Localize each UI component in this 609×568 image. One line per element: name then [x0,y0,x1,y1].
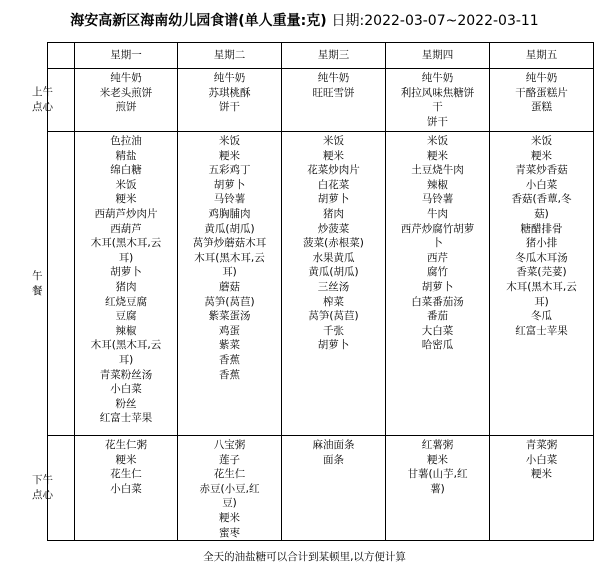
menu-item: 千张 [323,324,344,337]
menu-item: 麻油面条 [312,439,355,451]
menu-cell [282,436,386,541]
menu-cell [490,132,594,436]
menu-item: 花生仁 [110,468,142,481]
menu-item: 炒菠菜 [317,222,350,235]
menu-item: 榨菜 [323,295,344,308]
menu-item: 耳) [118,353,134,366]
meal-label: 上午 点心 [48,69,75,132]
menu-item: 马铃薯 [213,193,246,206]
menu-item: 西葫芦炒肉片 [94,207,158,220]
menu-item: 小白菜 [525,178,558,191]
menu-item: 豆) [222,497,237,510]
menu-item: 莲子 [219,453,240,466]
menu-item: 蜜枣 [219,526,240,539]
page-title [0,10,609,30]
meal-row-morning [48,69,594,132]
menu-item: 胡萝卜 [213,178,246,191]
menu-item: 木耳(黑木耳,云 [194,251,265,264]
menu-item: 青菜粥 [525,439,558,451]
menu-item: 纯牛奶 [213,72,246,84]
menu-item: 土豆烧牛肉 [411,164,464,177]
menu-item: 紫菜蛋汤 [208,310,251,323]
title-date: 日期:2022-03-07~2022-03-11 [331,13,539,29]
menu-item: 胡萝卜 [317,193,350,206]
menu-item: 猪肉 [323,207,344,220]
menu-item: 粳米 [323,149,344,162]
menu-item: 牛肉 [427,207,448,220]
menu-item: 胡萝卜 [110,266,142,279]
menu-item: 粳米 [531,149,552,162]
menu-item: 米饭 [219,135,240,147]
menu-item: 香菜(芫荽) [516,266,567,279]
menu-item: 耳) [534,295,549,308]
menu-item: 莴笋炒蘑菇木耳 [192,237,267,250]
menu-cell [75,436,178,541]
menu-item: 饼干 [219,101,240,114]
menu-item: 糖醋排骨 [520,222,563,235]
menu-cell [75,69,178,132]
menu-item: 粳米 [219,511,240,524]
menu-item: 西葫芦 [110,222,142,235]
menu-item: 莴笋(莴苣) [308,310,359,323]
menu-item: 大白菜 [421,324,454,337]
menu-item: 猪肉 [115,280,137,293]
menu-item: 白菜番茄汤 [411,295,464,308]
menu-item: 水果黄瓜 [312,251,355,264]
menu-item: 三丝汤 [317,280,350,293]
menu-item: 粳米 [219,149,240,162]
menu-item: 木耳(黑木耳,云 [90,237,162,250]
menu-item: 红薯粥 [421,439,454,451]
menu-cell [178,436,282,541]
menu-item: 黄瓜(胡瓜) [204,222,255,235]
day-header: 星期四 [386,43,490,69]
menu-item: 薯) [430,482,445,495]
menu-item: 米饭 [115,178,137,191]
meal-label: 下午 点心 [48,436,75,541]
menu-item: 干酪蛋糕片 [515,86,568,99]
menu-cell [178,69,282,132]
menu-item: 菠菜(赤根菜) [303,237,364,250]
menu-cell [282,132,386,436]
menu-item: 番茄 [427,310,448,323]
menu-item: 鸡胸脯肉 [208,207,251,220]
day-header: 星期二 [178,43,282,69]
meal-label: 午 餐 [48,132,75,436]
menu-item: 冬瓜木耳汤 [515,251,568,264]
menu-item: 干 [432,101,443,114]
corner-cell [48,43,75,69]
menu-item: 绵白糖 [110,164,142,177]
menu-item: 木耳(黑木耳,云 [506,280,577,293]
day-header: 星期一 [75,43,178,69]
menu-item: 西芹 [427,251,448,264]
menu-item: 甘薯(山芋,红 [407,468,468,481]
menu-item: 米饭 [427,135,448,147]
menu-item: 粳米 [115,453,137,466]
menu-table [32,42,594,541]
menu-item: 猪小排 [525,237,558,250]
menu-item: 耳) [222,266,237,279]
menu-item: 鸡蛋 [219,324,240,337]
menu-item: 胡萝卜 [317,339,350,352]
menu-cell [75,132,178,436]
menu-item: 纯牛奶 [110,72,142,84]
menu-cell [386,132,490,436]
menu-cell [490,69,594,132]
menu-item: 纯牛奶 [317,72,350,84]
menu-item: 木耳(黑木耳,云 [90,339,162,352]
menu-item: 香菇(香蕈,冬 [511,193,572,206]
menu-item: 米老头煎饼 [99,86,153,99]
meal-row-afternoon [48,436,594,541]
menu-item: 腐竹 [427,266,448,279]
header-row [48,43,594,69]
menu-cell [178,132,282,436]
menu-item: 莴笋(莴苣) [204,295,255,308]
menu-item: 小白菜 [110,482,142,495]
menu-item: 八宝粥 [213,439,246,451]
menu-item: 面条 [323,453,344,466]
menu-item: 红富士苹果 [515,324,568,337]
menu-item: 五彩鸡丁 [208,164,251,177]
menu-item: 红富士苹果 [99,412,153,425]
menu-item: 紫菜 [219,339,240,352]
menu-item: 西芹炒腐竹胡萝 [400,222,475,235]
menu-item: 豆腐 [115,310,137,323]
menu-item: 马铃薯 [421,193,454,206]
menu-cell [282,69,386,132]
menu-item: 纯牛奶 [525,72,558,84]
menu-item: 青菜炒香菇 [515,164,568,177]
title-main: 海安高新区海南幼儿园食谱(单人重量:克) [70,13,327,29]
menu-item: 米饭 [323,135,344,147]
menu-item: 卜 [432,237,443,250]
menu-item: 色拉油 [110,135,142,147]
menu-item: 苏琪桃酥 [208,86,251,99]
menu-item: 粳米 [427,453,448,466]
menu-item: 胡萝卜 [421,280,454,293]
menu-item: 精盐 [115,149,137,162]
menu-item: 青菜粉丝汤 [99,368,153,381]
menu-item: 旺旺雪饼 [312,86,355,99]
menu-item: 耳) [118,251,134,264]
day-header: 星期三 [282,43,386,69]
meal-row-lunch [48,132,594,436]
menu-cell [386,69,490,132]
menu-item: 赤豆(小豆,红 [199,482,260,495]
menu-item: 纯牛奶 [421,72,454,84]
menu-item: 花生仁粥 [105,439,147,451]
menu-item: 粳米 [427,149,448,162]
menu-item: 哈密瓜 [421,339,454,352]
menu-item: 粳米 [531,468,552,481]
menu-item: 米饭 [531,135,552,147]
menu-item: 辣椒 [115,324,137,337]
menu-item: 红烧豆腐 [105,295,147,308]
day-header: 星期五 [490,43,594,69]
menu-cell [386,436,490,541]
menu-item: 黄瓜(胡瓜) [308,266,359,279]
menu-item: 小白菜 [110,383,142,396]
menu-item: 粉丝 [115,397,137,410]
footer-note: 全天的油盐糖可以合计到某顿里,以方便计算 [203,551,406,563]
menu-item: 煎饼 [115,101,137,114]
menu-item: 菇) [534,207,549,220]
menu-item: 香蕉 [219,353,240,366]
menu-item: 粳米 [115,193,137,206]
menu-item: 饼干 [427,115,448,128]
menu-item: 花菜炒肉片 [307,164,360,177]
menu-item: 小白菜 [525,453,558,466]
menu-item: 利拉风味焦糖饼 [400,86,475,99]
menu-item: 冬瓜 [531,310,552,323]
menu-item: 白花菜 [317,178,350,191]
menu-item: 辣椒 [427,178,448,191]
menu-item: 蛋糕 [531,101,552,114]
menu-item: 蘑菇 [219,280,240,293]
menu-item: 花生仁 [213,468,246,481]
menu-item: 香蕉 [219,368,240,381]
menu-cell [490,436,594,541]
